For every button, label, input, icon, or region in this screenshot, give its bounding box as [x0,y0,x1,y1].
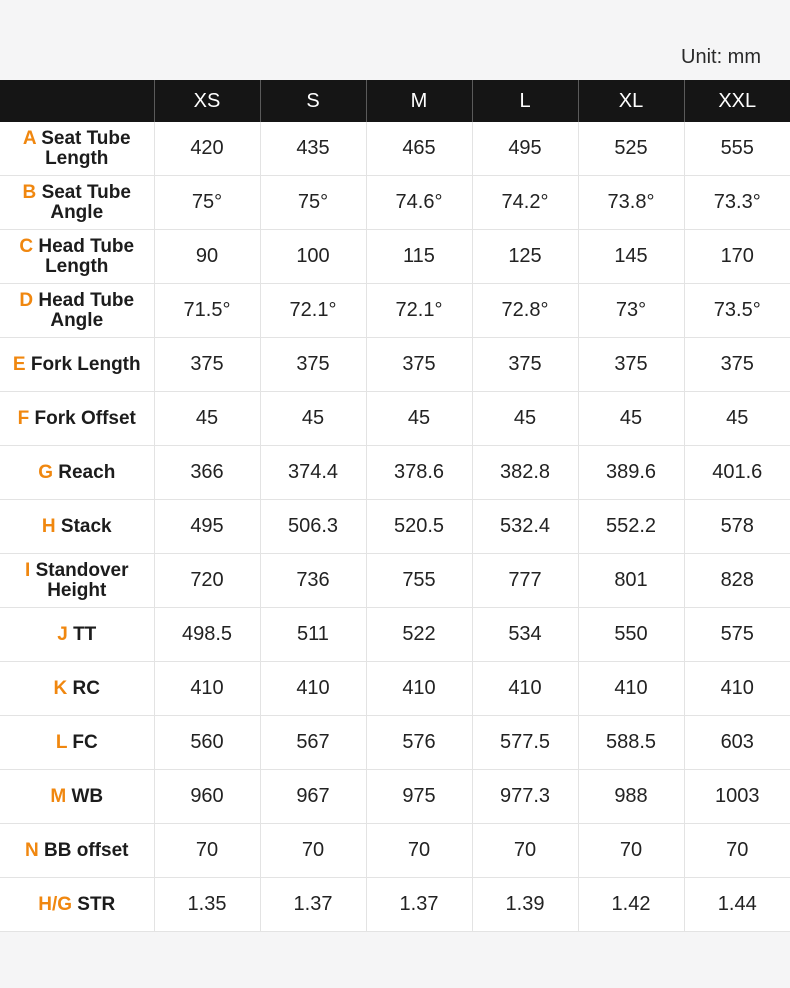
value-cell: 73.3° [684,176,790,230]
value-cell: 145 [578,230,684,284]
row-label [0,122,154,176]
size-header: S [260,80,366,122]
row-label [0,284,154,338]
dimension-name: Standover Height [35,559,129,601]
row-label [0,554,154,608]
row-label [0,230,154,284]
value-cell: 115 [366,230,472,284]
value-cell: 70 [684,824,790,878]
value-cell: 72.1° [366,284,472,338]
value-cell: 70 [154,824,260,878]
header-corner [0,80,154,122]
table-row [0,824,790,878]
dimension-name: Fork Length [30,353,141,375]
value-cell: 560 [154,716,260,770]
value-cell: 801 [578,554,684,608]
value-cell: 1.35 [154,878,260,932]
value-cell: 578 [684,500,790,554]
value-cell: 495 [472,122,578,176]
dimension-letter: L [55,731,68,753]
value-cell: 988 [578,770,684,824]
value-cell: 777 [472,554,578,608]
dimension-name: BB offset [44,839,129,861]
table-body [0,122,790,932]
value-cell: 70 [472,824,578,878]
value-cell: 506.3 [260,500,366,554]
value-cell: 736 [260,554,366,608]
table-row [0,554,790,608]
value-cell: 90 [154,230,260,284]
value-cell: 375 [366,338,472,392]
row-label [0,500,154,554]
value-cell: 511 [260,608,366,662]
value-cell: 520.5 [366,500,472,554]
value-cell: 525 [578,122,684,176]
value-cell: 401.6 [684,446,790,500]
dimension-name: RC [72,677,100,699]
table-row [0,662,790,716]
value-cell: 828 [684,554,790,608]
value-cell: 375 [260,338,366,392]
value-cell: 74.2° [472,176,578,230]
table-row [0,608,790,662]
dimension-letter: F [17,407,30,429]
value-cell: 73.8° [578,176,684,230]
value-cell: 465 [366,122,472,176]
value-cell: 75° [260,176,366,230]
value-cell: 389.6 [578,446,684,500]
dimension-name: Head Tube Angle [38,289,135,331]
table-row [0,446,790,500]
row-label [0,446,154,500]
value-cell: 588.5 [578,716,684,770]
dimension-name: Reach [58,461,116,483]
geometry-table [0,80,790,932]
value-cell: 410 [366,662,472,716]
dimension-name: FC [72,731,98,753]
dimension-letter: G [38,461,53,483]
value-cell: 577.5 [472,716,578,770]
table-row [0,284,790,338]
value-cell: 1.37 [260,878,366,932]
row-label [0,176,154,230]
dimension-name: Seat Tube Angle [41,181,131,223]
value-cell: 567 [260,716,366,770]
value-cell: 1.44 [684,878,790,932]
value-cell: 495 [154,500,260,554]
value-cell: 378.6 [366,446,472,500]
row-label [0,770,154,824]
value-cell: 45 [260,392,366,446]
value-cell: 755 [366,554,472,608]
value-cell: 375 [578,338,684,392]
unit-label: Unit: mm [681,46,761,68]
value-cell: 72.8° [472,284,578,338]
value-cell: 420 [154,122,260,176]
dimension-letter: D [19,289,34,311]
table-row [0,392,790,446]
value-cell: 977.3 [472,770,578,824]
table-row [0,230,790,284]
value-cell: 555 [684,122,790,176]
value-cell: 70 [578,824,684,878]
dimension-name: Fork Offset [34,407,136,429]
size-header: XS [154,80,260,122]
value-cell: 375 [684,338,790,392]
value-cell: 534 [472,608,578,662]
value-cell: 73° [578,284,684,338]
table-row [0,716,790,770]
dimension-letter: K [53,677,68,699]
value-cell: 374.4 [260,446,366,500]
row-label [0,716,154,770]
value-cell: 410 [260,662,366,716]
value-cell: 435 [260,122,366,176]
value-cell: 532.4 [472,500,578,554]
value-cell: 70 [260,824,366,878]
dimension-name: Seat Tube Length [41,127,131,169]
value-cell: 70 [366,824,472,878]
value-cell: 975 [366,770,472,824]
value-cell: 45 [472,392,578,446]
row-label [0,338,154,392]
value-cell: 498.5 [154,608,260,662]
dimension-letter: M [50,785,67,807]
value-cell: 74.6° [366,176,472,230]
value-cell: 410 [154,662,260,716]
value-cell: 410 [684,662,790,716]
value-cell: 366 [154,446,260,500]
value-cell: 45 [154,392,260,446]
value-cell: 382.8 [472,446,578,500]
value-cell: 960 [154,770,260,824]
value-cell: 522 [366,608,472,662]
value-cell: 375 [154,338,260,392]
dimension-letter: E [12,353,26,375]
value-cell: 967 [260,770,366,824]
value-cell: 552.2 [578,500,684,554]
dimension-letter: C [19,235,34,257]
dimension-letter: H [41,515,56,537]
table-row [0,770,790,824]
value-cell: 125 [472,230,578,284]
size-header: XXL [684,80,790,122]
value-cell: 1003 [684,770,790,824]
dimension-letter: I [25,559,31,581]
value-cell: 603 [684,716,790,770]
value-cell: 100 [260,230,366,284]
size-header: XL [578,80,684,122]
value-cell: 1.39 [472,878,578,932]
table-header [0,80,790,122]
dimension-letter: A [22,127,36,149]
table-row [0,500,790,554]
row-label [0,608,154,662]
value-cell: 550 [578,608,684,662]
dimension-name: TT [73,623,97,645]
value-cell: 73.5° [684,284,790,338]
value-cell: 410 [578,662,684,716]
size-header: M [366,80,472,122]
value-cell: 45 [684,392,790,446]
value-cell: 575 [684,608,790,662]
dimension-name: Stack [60,515,112,537]
value-cell: 75° [154,176,260,230]
size-header: L [472,80,578,122]
value-cell: 45 [578,392,684,446]
value-cell: 720 [154,554,260,608]
value-cell: 1.37 [366,878,472,932]
dimension-letter: N [25,839,39,861]
value-cell: 576 [366,716,472,770]
dimension-letter: H/G [38,893,72,915]
value-cell: 71.5° [154,284,260,338]
value-cell: 375 [472,338,578,392]
value-cell: 45 [366,392,472,446]
dimension-name: Head Tube Length [38,235,135,277]
value-cell: 1.42 [578,878,684,932]
dimension-letter: J [57,623,68,645]
dimension-name: STR [77,893,116,915]
table-row [0,176,790,230]
value-cell: 170 [684,230,790,284]
row-label [0,824,154,878]
dimension-letter: B [22,181,37,203]
table-row [0,122,790,176]
row-label [0,392,154,446]
row-label [0,662,154,716]
dimension-name: WB [71,785,104,807]
value-cell: 410 [472,662,578,716]
table-row [0,338,790,392]
row-label [0,878,154,932]
value-cell: 72.1° [260,284,366,338]
header-row [0,80,790,122]
table-row [0,878,790,932]
